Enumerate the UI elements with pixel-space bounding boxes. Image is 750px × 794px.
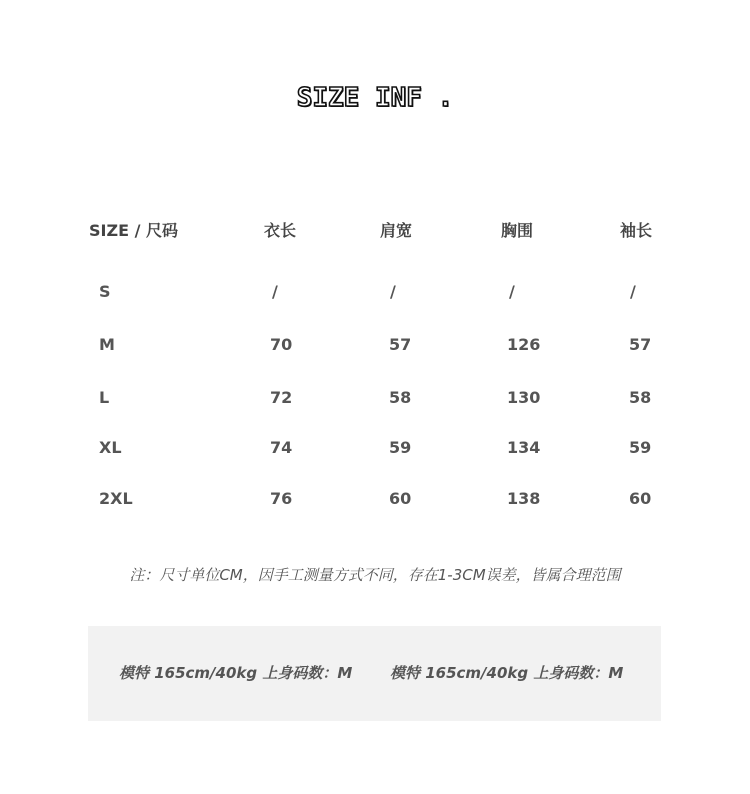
table-cell: 74 <box>270 438 293 457</box>
table-cell: 58 <box>389 388 412 407</box>
table-cell: / <box>390 282 396 301</box>
table-cell: / <box>630 282 636 301</box>
model-info-left: 模特 165cm/40kg 上身码数：M <box>119 664 353 682</box>
table-cell: / <box>509 282 515 301</box>
page-title: SIZE INF . <box>296 83 454 113</box>
table-cell: 126 <box>507 335 541 354</box>
table-cell: 59 <box>389 438 412 457</box>
table-cell: 138 <box>507 489 541 508</box>
header-size: SIZE / 尺码 <box>89 221 178 240</box>
table-cell: 60 <box>629 489 652 508</box>
table-cell: 57 <box>629 335 652 354</box>
table-cell: / <box>272 282 278 301</box>
table-cell: 76 <box>270 489 293 508</box>
model-info-right: 模特 165cm/40kg 上身码数：M <box>390 664 624 682</box>
header-shoulder: 肩宽 <box>380 221 413 240</box>
table-cell: 130 <box>507 388 541 407</box>
header-sleeve: 袖长 <box>620 221 653 240</box>
table-cell: 2XL <box>99 489 133 508</box>
header-chest: 胸围 <box>501 221 534 240</box>
table-cell: 134 <box>507 438 541 457</box>
model-info-box <box>88 626 661 721</box>
table-cell: XL <box>99 438 122 457</box>
table-cell: 57 <box>389 335 412 354</box>
table-cell: 60 <box>389 489 412 508</box>
table-cell: 72 <box>270 388 293 407</box>
table-cell: 59 <box>629 438 652 457</box>
table-cell: S <box>99 282 111 301</box>
table-cell: 70 <box>270 335 293 354</box>
measurement-note: 注：尺寸单位CM，因手工测量方式不同，存在1-3CM误差，皆属合理范围 <box>129 566 621 584</box>
table-cell: 58 <box>629 388 652 407</box>
table-cell: M <box>99 335 115 354</box>
header-length: 衣长 <box>264 221 297 240</box>
table-cell: L <box>99 388 110 407</box>
